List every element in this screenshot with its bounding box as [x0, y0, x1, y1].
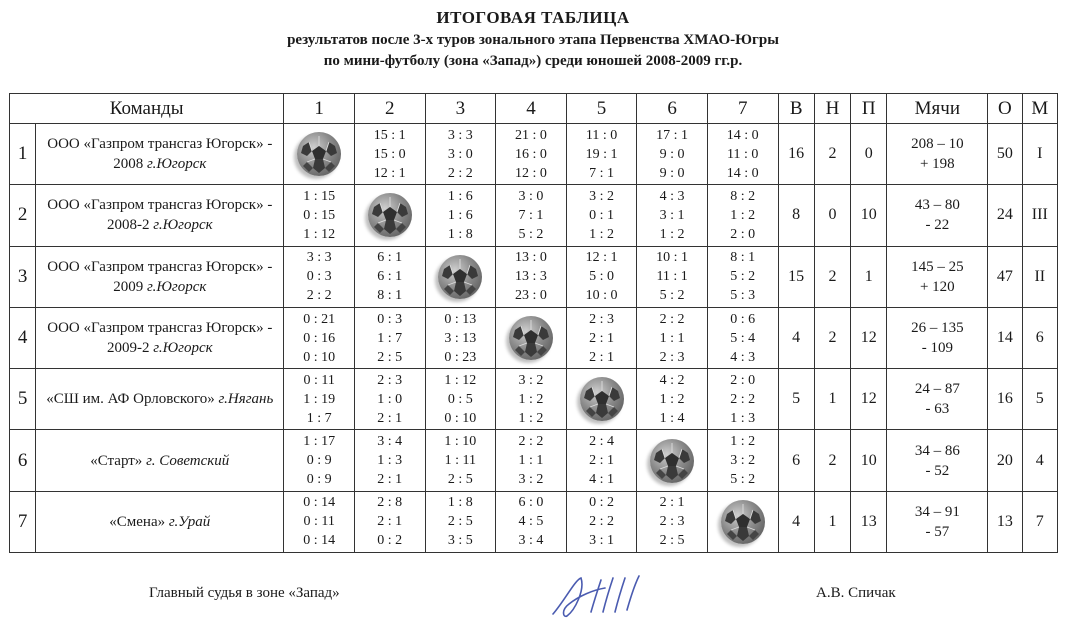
team-name-cell — [36, 246, 284, 307]
score-cell — [284, 369, 355, 430]
match-score: 17 : 1 — [656, 127, 689, 143]
match-score: 2 : 2 — [730, 391, 756, 407]
match-score: 13 : 3 — [514, 269, 547, 285]
match-score: 0 : 10 — [303, 349, 336, 365]
team-town: г.Урай — [168, 513, 211, 530]
match-score: 1 : 7 — [306, 410, 332, 426]
match-score: 1 : 0 — [377, 391, 403, 407]
header-col-7: 7 — [707, 94, 778, 124]
match-score: 2 : 2 — [589, 514, 614, 530]
wins-cell: 4 — [778, 307, 814, 368]
match-score: 0 : 3 — [306, 269, 332, 285]
wins-cell: 8 — [778, 185, 814, 246]
score-cell — [354, 430, 425, 491]
score-cell — [496, 246, 567, 307]
match-score: 0 : 3 — [377, 311, 403, 327]
match-score: 1 : 6 — [447, 207, 473, 223]
match-score: 1 : 2 — [730, 207, 756, 223]
place-cell: 6 — [1022, 307, 1057, 368]
header-points: О — [988, 94, 1022, 124]
match-score: 1 : 4 — [659, 410, 685, 426]
match-score: 0 : 9 — [306, 472, 332, 488]
diagonal-cell — [284, 124, 355, 185]
match-score: 1 : 1 — [659, 330, 685, 346]
team-name: «Смена» — [109, 513, 166, 530]
document-title: ИТОГОВАЯ ТАБЛИЦА — [436, 8, 630, 27]
team-name: «СШ им. АФ Орловского» — [46, 391, 215, 408]
balls-ratio: 43 – 80 — [914, 197, 960, 214]
match-score: 5 : 4 — [730, 330, 756, 346]
score-cell — [425, 430, 496, 491]
diagonal-cell — [425, 246, 496, 307]
match-score: 1 : 19 — [303, 391, 336, 407]
match-score: 0 : 15 — [303, 207, 336, 223]
document-subtitle-1: результатов после 3-х туров зонального этапа Первенства ХМАО-Югры — [287, 32, 779, 48]
match-score: 14 : 0 — [726, 165, 759, 181]
place-cell: 7 — [1022, 491, 1057, 552]
score-cell — [425, 124, 496, 185]
score-cell — [354, 246, 425, 307]
match-score: 6 : 1 — [377, 269, 403, 285]
match-score: 4 : 3 — [730, 349, 756, 365]
match-score: 2 : 2 — [518, 434, 544, 450]
match-score: 13 : 0 — [514, 250, 547, 266]
team-number: 3 — [10, 246, 36, 307]
match-score: 2 : 1 — [377, 514, 403, 530]
score-cell — [354, 369, 425, 430]
soccer-ball-icon — [650, 439, 694, 483]
match-score: 2 : 2 — [306, 288, 332, 304]
score-cell — [707, 369, 778, 430]
match-score: 2 : 8 — [377, 495, 403, 511]
match-score: 3 : 1 — [659, 207, 685, 223]
draws-cell: 2 — [814, 124, 850, 185]
match-score: 4 : 1 — [589, 472, 614, 488]
score-cell — [284, 185, 355, 246]
match-score: 2 : 1 — [589, 330, 614, 346]
match-score: 2 : 1 — [659, 495, 685, 511]
score-cell — [496, 491, 567, 552]
balls-cell — [887, 246, 988, 307]
score-cell — [496, 369, 567, 430]
header-col-6: 6 — [637, 94, 708, 124]
team-number: 1 — [10, 124, 36, 185]
match-score: 4 : 5 — [518, 514, 544, 530]
header-col-5: 5 — [566, 94, 637, 124]
match-score: 1 : 2 — [730, 434, 756, 450]
table-row — [10, 307, 1058, 368]
team-number: 5 — [10, 369, 36, 430]
match-score: 1 : 11 — [444, 453, 477, 469]
score-cell — [425, 491, 496, 552]
score-cell — [496, 430, 567, 491]
score-cell — [496, 124, 567, 185]
match-score: 0 : 11 — [303, 514, 335, 530]
team-number: 6 — [10, 430, 36, 491]
wins-cell: 6 — [778, 430, 814, 491]
match-score: 12 : 0 — [514, 165, 547, 181]
score-cell — [425, 369, 496, 430]
match-score: 1 : 15 — [303, 188, 336, 204]
place-cell: II — [1022, 246, 1057, 307]
score-cell — [707, 246, 778, 307]
match-score: 2 : 5 — [447, 514, 473, 530]
points-cell: 47 — [988, 246, 1022, 307]
match-score: 1 : 6 — [447, 188, 473, 204]
team-town: г. Советский — [146, 452, 230, 469]
points-cell: 20 — [988, 430, 1022, 491]
match-score: 0 : 2 — [377, 533, 403, 549]
match-score: 2 : 3 — [377, 372, 403, 388]
match-score: 3 : 4 — [518, 533, 544, 549]
score-cell — [637, 124, 708, 185]
score-cell — [354, 307, 425, 368]
match-score: 23 : 0 — [514, 288, 547, 304]
match-score: 16 : 0 — [514, 146, 547, 162]
soccer-ball-icon — [368, 193, 412, 237]
header-balls: Мячи — [887, 94, 988, 124]
match-score: 3 : 0 — [518, 188, 544, 204]
team-name: «Старт» — [90, 452, 143, 469]
team-name: ООО «Газпром трансгаз Югорск» - 2009-2 — [47, 320, 273, 357]
score-cell — [707, 430, 778, 491]
match-score: 3 : 3 — [306, 250, 332, 266]
match-score: 3 : 0 — [447, 146, 473, 162]
match-score: 14 : 0 — [726, 127, 759, 143]
losses-cell: 1 — [851, 246, 887, 307]
score-cell — [566, 307, 637, 368]
match-score: 1 : 17 — [303, 434, 336, 450]
draws-cell: 2 — [814, 307, 850, 368]
match-score: 0 : 11 — [303, 372, 335, 388]
score-cell — [566, 491, 637, 552]
soccer-ball-icon — [297, 132, 341, 176]
match-score: 1 : 1 — [518, 453, 544, 469]
match-score: 2 : 1 — [377, 410, 403, 426]
table-row — [10, 491, 1058, 552]
balls-difference: + 198 — [919, 156, 955, 173]
match-score: 19 : 1 — [585, 146, 618, 162]
diagonal-cell — [707, 491, 778, 552]
match-score: 8 : 2 — [730, 188, 756, 204]
header-col-1: 1 — [284, 94, 355, 124]
match-score: 0 : 16 — [303, 330, 336, 346]
match-score: 5 : 2 — [659, 288, 685, 304]
match-score: 4 : 2 — [659, 372, 685, 388]
match-score: 0 : 1 — [589, 207, 614, 223]
match-score: 2 : 5 — [377, 349, 403, 365]
match-score: 1 : 10 — [444, 434, 477, 450]
score-cell — [284, 430, 355, 491]
team-name-cell — [36, 491, 284, 552]
team-number: 4 — [10, 307, 36, 368]
soccer-ball-icon — [580, 377, 624, 421]
team-town: г.Нягань — [218, 391, 274, 408]
balls-cell — [887, 185, 988, 246]
match-score: 12 : 1 — [373, 165, 406, 181]
table-header-row — [10, 94, 1058, 124]
points-cell: 24 — [988, 185, 1022, 246]
match-score: 5 : 2 — [730, 269, 756, 285]
match-score: 9 : 0 — [659, 146, 685, 162]
header-col-3: 3 — [425, 94, 496, 124]
balls-difference: - 22 — [925, 217, 950, 234]
team-name-cell — [36, 430, 284, 491]
match-score: 11 : 0 — [727, 146, 759, 162]
match-score: 0 : 14 — [303, 495, 336, 511]
losses-cell: 10 — [851, 185, 887, 246]
score-cell — [566, 246, 637, 307]
match-score: 0 : 9 — [306, 453, 332, 469]
table-row — [10, 369, 1058, 430]
place-cell: I — [1022, 124, 1057, 185]
score-cell — [566, 185, 637, 246]
match-score: 1 : 2 — [518, 391, 544, 407]
points-cell: 13 — [988, 491, 1022, 552]
match-score: 11 : 0 — [585, 127, 618, 143]
team-name: ООО «Газпром трансгаз Югорск» - 2009 — [47, 258, 273, 295]
chief-judge-name: А.В. Спичак — [816, 585, 896, 601]
score-cell — [637, 491, 708, 552]
losses-cell: 0 — [851, 124, 887, 185]
match-score: 6 : 0 — [518, 495, 544, 511]
balls-difference: - 63 — [925, 401, 950, 418]
score-cell — [354, 491, 425, 552]
balls-difference: - 109 — [921, 340, 953, 357]
balls-ratio: 145 – 25 — [911, 258, 964, 275]
match-score: 0 : 21 — [303, 311, 336, 327]
chief-judge-label: Главный судья в зоне «Запад» — [149, 585, 340, 601]
balls-difference: - 52 — [925, 462, 950, 479]
wins-cell: 15 — [778, 246, 814, 307]
team-town: г.Югорск — [153, 340, 213, 357]
match-score: 2 : 1 — [377, 472, 403, 488]
score-cell — [707, 307, 778, 368]
match-score: 4 : 3 — [659, 188, 685, 204]
score-cell — [566, 430, 637, 491]
score-cell — [354, 124, 425, 185]
match-score: 1 : 12 — [444, 372, 477, 388]
table-row — [10, 124, 1058, 185]
score-cell — [637, 185, 708, 246]
losses-cell: 12 — [851, 369, 887, 430]
team-name: ООО «Газпром трансгаз Югорск» - 2008 — [47, 136, 273, 173]
place-cell: III — [1022, 185, 1057, 246]
header-teams: Команды — [10, 94, 284, 124]
results-table — [9, 93, 1058, 553]
score-cell — [707, 124, 778, 185]
match-score: 5 : 2 — [518, 226, 544, 242]
score-cell — [637, 246, 708, 307]
document-subtitle-2: по мини-футболу (зона «Запад») среди юношей 2008-2009 гг.р. — [323, 53, 743, 69]
balls-ratio: 26 – 135 — [911, 320, 964, 337]
diagonal-cell — [354, 185, 425, 246]
match-score: 3 : 5 — [447, 533, 473, 549]
score-cell — [425, 185, 496, 246]
soccer-ball-icon — [721, 500, 765, 544]
match-score: 0 : 13 — [444, 311, 477, 327]
soccer-ball-icon — [438, 255, 482, 299]
match-score: 3 : 4 — [377, 434, 403, 450]
header-col-4: 4 — [496, 94, 567, 124]
match-score: 1 : 2 — [659, 391, 685, 407]
match-score: 0 : 5 — [447, 391, 473, 407]
team-name-cell — [36, 124, 284, 185]
match-score: 9 : 0 — [659, 165, 685, 181]
draws-cell: 0 — [814, 185, 850, 246]
points-cell: 16 — [988, 369, 1022, 430]
match-score: 15 : 0 — [373, 146, 406, 162]
team-name-cell — [36, 307, 284, 368]
match-score: 15 : 1 — [373, 127, 406, 143]
score-cell — [566, 124, 637, 185]
diagonal-cell — [566, 369, 637, 430]
match-score: 21 : 0 — [514, 127, 547, 143]
match-score: 3 : 2 — [518, 472, 544, 488]
team-name-cell — [36, 369, 284, 430]
draws-cell: 1 — [814, 491, 850, 552]
score-cell — [637, 307, 708, 368]
match-score: 8 : 1 — [377, 288, 403, 304]
score-cell — [707, 185, 778, 246]
table-row — [10, 246, 1058, 307]
match-score: 3 : 13 — [444, 330, 477, 346]
wins-cell: 5 — [778, 369, 814, 430]
table-row — [10, 430, 1058, 491]
balls-cell — [887, 491, 988, 552]
balls-ratio: 208 – 10 — [911, 136, 964, 153]
balls-difference: - 57 — [925, 523, 950, 540]
match-score: 0 : 10 — [444, 410, 477, 426]
balls-ratio: 34 – 86 — [914, 442, 960, 459]
team-number: 7 — [10, 491, 36, 552]
balls-difference: + 120 — [919, 278, 955, 295]
score-cell — [637, 369, 708, 430]
balls-cell — [887, 307, 988, 368]
header-losses: П — [851, 94, 887, 124]
team-town: г.Югорск — [146, 156, 207, 173]
team-town: г.Югорск — [146, 278, 207, 295]
match-score: 0 : 6 — [730, 311, 756, 327]
team-number: 2 — [10, 185, 36, 246]
match-score: 2 : 4 — [589, 434, 614, 450]
balls-ratio: 34 – 91 — [914, 503, 960, 520]
match-score: 10 : 1 — [656, 250, 689, 266]
draws-cell: 2 — [814, 246, 850, 307]
place-cell: 5 — [1022, 369, 1057, 430]
match-score: 2 : 5 — [659, 533, 685, 549]
soccer-ball-icon — [509, 316, 553, 360]
losses-cell: 13 — [851, 491, 887, 552]
wins-cell: 16 — [778, 124, 814, 185]
header-place: М — [1022, 94, 1057, 124]
header-draws: Н — [814, 94, 850, 124]
score-cell — [496, 185, 567, 246]
match-score: 3 : 1 — [589, 533, 614, 549]
header-wins: В — [778, 94, 814, 124]
points-cell: 50 — [988, 124, 1022, 185]
match-score: 1 : 8 — [447, 226, 473, 242]
match-score: 7 : 1 — [589, 165, 614, 181]
signature-mark — [545, 570, 655, 626]
match-score: 1 : 3 — [377, 453, 403, 469]
match-score: 2 : 0 — [730, 372, 756, 388]
match-score: 7 : 1 — [518, 207, 544, 223]
match-score: 1 : 2 — [659, 226, 685, 242]
score-cell — [284, 307, 355, 368]
diagonal-cell — [637, 430, 708, 491]
team-name: ООО «Газпром трансгаз Югорск» - 2008-2 — [47, 197, 273, 234]
match-score: 5 : 3 — [730, 288, 756, 304]
team-name-cell — [36, 185, 284, 246]
draws-cell: 1 — [814, 369, 850, 430]
match-score: 0 : 2 — [589, 495, 614, 511]
match-score: 1 : 7 — [377, 330, 403, 346]
match-score: 5 : 0 — [589, 269, 614, 285]
match-score: 10 : 0 — [585, 288, 618, 304]
match-score: 5 : 2 — [730, 472, 756, 488]
match-score: 3 : 2 — [730, 453, 756, 469]
match-score: 1 : 8 — [447, 495, 473, 511]
header-col-2: 2 — [354, 94, 425, 124]
team-town: г.Югорск — [153, 217, 213, 234]
match-score: 1 : 3 — [730, 410, 756, 426]
match-score: 2 : 1 — [589, 349, 614, 365]
match-score: 12 : 1 — [585, 250, 618, 266]
losses-cell: 10 — [851, 430, 887, 491]
score-cell — [284, 491, 355, 552]
match-score: 2 : 3 — [589, 311, 614, 327]
balls-ratio: 24 – 87 — [914, 381, 960, 398]
match-score: 6 : 1 — [377, 250, 403, 266]
place-cell: 4 — [1022, 430, 1057, 491]
balls-cell — [887, 430, 988, 491]
match-score: 2 : 5 — [447, 472, 473, 488]
match-score: 0 : 14 — [303, 533, 336, 549]
balls-cell — [887, 124, 988, 185]
wins-cell: 4 — [778, 491, 814, 552]
balls-cell — [887, 369, 988, 430]
points-cell: 14 — [988, 307, 1022, 368]
match-score: 2 : 3 — [659, 514, 685, 530]
match-score: 2 : 2 — [447, 165, 473, 181]
losses-cell: 12 — [851, 307, 887, 368]
match-score: 0 : 23 — [444, 349, 477, 365]
match-score: 3 : 2 — [589, 188, 614, 204]
match-score: 3 : 2 — [518, 372, 544, 388]
table-row — [10, 185, 1058, 246]
match-score: 2 : 1 — [589, 453, 614, 469]
match-score: 1 : 2 — [589, 226, 614, 242]
match-score: 2 : 0 — [730, 226, 756, 242]
score-cell — [284, 246, 355, 307]
match-score: 3 : 3 — [447, 127, 473, 143]
match-score: 8 : 1 — [730, 250, 756, 266]
match-score: 2 : 3 — [659, 349, 685, 365]
diagonal-cell — [496, 307, 567, 368]
match-score: 1 : 2 — [518, 410, 544, 426]
match-score: 2 : 2 — [659, 311, 685, 327]
match-score: 11 : 1 — [656, 269, 688, 285]
draws-cell: 2 — [814, 430, 850, 491]
match-score: 1 : 12 — [303, 226, 336, 242]
score-cell — [425, 307, 496, 368]
